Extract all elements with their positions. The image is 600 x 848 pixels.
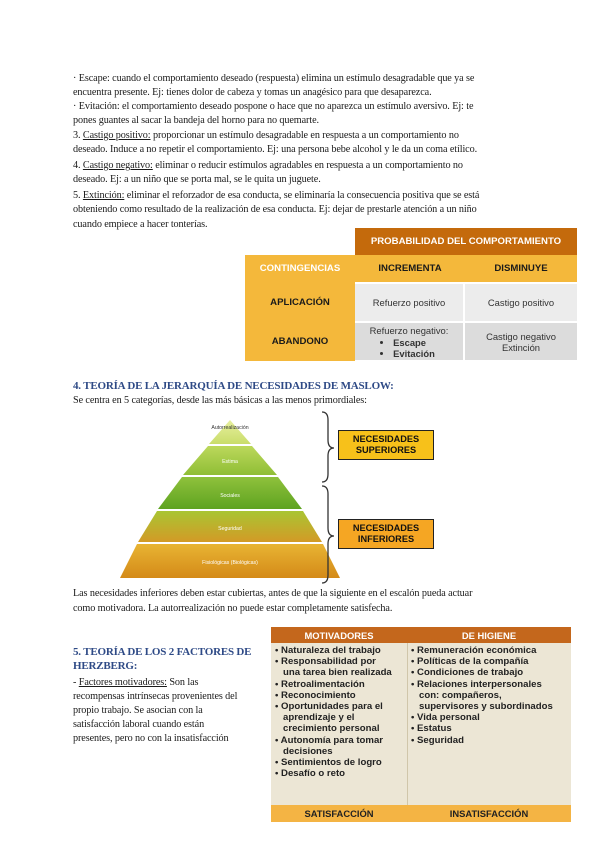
higiene-item: • Seguridad <box>411 735 553 746</box>
maslow-note-line-2: como motivadora. La autorrealización no puede estar completamente satisfecha. <box>73 603 393 614</box>
item-castigo-negativo-cont: deseado. Ej: a un niño que se porta mal, se le quita un juguete. <box>73 174 321 185</box>
castigo-negativo-label: Castigo negativo <box>486 330 556 342</box>
higiene-list <box>411 645 553 746</box>
higiene-item: • Remuneración económica <box>411 645 553 656</box>
inferiores-line-1: NECESIDADES <box>352 523 420 533</box>
level-label-autorrealizacion: Autorrealización <box>211 425 249 431</box>
evitacion-line-1: · Evitación: el comportamiento deseado pospone o hace que no aparezca un estímulo aversivo. Ej: te <box>73 101 474 112</box>
motivadores-list <box>275 645 392 779</box>
motivador-item: • Oportunidades para el aprendizaje y el crecimiento personal <box>275 701 392 735</box>
motivador-item: • Desafío o reto <box>275 768 392 779</box>
herzberg-title-line-2: HERZBERG: <box>73 660 138 672</box>
column-divider <box>407 643 408 805</box>
evitacion-line-2: pones guantes al sacar la bandeja del horno para no quemarte. <box>73 115 319 126</box>
escape-item: • Escape <box>393 337 435 348</box>
escape-line-1: · Escape: cuando el comportamiento deseado (respuesta) elimina un estímulo desagradable que ya se <box>73 73 475 84</box>
herzberg-title-line-1: 5. TEORÍA DE LOS 2 FACTORES DE <box>73 646 252 658</box>
row-abandono: ABANDONO <box>245 322 355 361</box>
item-castigo-negativo: 4. Castigo negativo: eliminar o reducir estímulos agradables en respuesta a un comportamiento no <box>73 160 463 171</box>
higiene-item: • Políticas de la compañía <box>411 656 553 667</box>
higiene-header: DE HIGIENE <box>407 627 571 643</box>
motivador-item: • Autonomía para tomar decisiones <box>275 735 392 757</box>
maslow-intro: Se centra en 5 categorías, desde las más básicas a las menos primordiales: <box>73 395 367 406</box>
motivador-item: • Naturaleza del trabajo <box>275 645 392 656</box>
maslow-note-line-1: Las necesidades inferiores deben estar cubiertas, antes de que la siguiente en el escalón pueda actuar <box>73 588 473 599</box>
refuerzo-negativo-label: Refuerzo negativo: <box>369 324 449 336</box>
herzberg-desc-line-4: satisfacción laboral cuando están <box>73 719 205 730</box>
herzberg-table <box>271 627 571 822</box>
herzberg-desc-line-2: recompensas intrínsecas provenientes del <box>73 691 238 702</box>
cell-refuerzo-negativo <box>355 323 463 360</box>
higiene-item: • Estatus <box>411 723 553 734</box>
higiene-item: • Condiciones de trabajo <box>411 667 553 678</box>
motivador-item: • Retroalimentación <box>275 679 392 690</box>
maslow-title: 4. TEORÍA DE LA JERARQUÍA DE NECESIDADES DE MASLOW: <box>73 380 394 392</box>
evitacion-item: • Evitación <box>393 348 435 359</box>
motivadores-header: MOTIVADORES <box>271 627 407 643</box>
col-incrementa: INCREMENTA <box>355 255 465 282</box>
motivador-item: • Reconocimiento <box>275 690 392 701</box>
col-disminuye: DISMINUYE <box>465 255 577 282</box>
necesidades-inferiores-box <box>338 519 434 549</box>
higiene-item: • Vida personal <box>411 712 553 723</box>
herzberg-desc-line-3: propio trabajo. Se asocian con la <box>73 705 203 716</box>
escape-line-2: encuentra presente. Ej: tienes dolor de cabeza y tomas un anagésico para que desaparezca. <box>73 87 432 98</box>
cell-castigo-negativo <box>465 323 577 360</box>
extincion-label: Extinción <box>501 341 541 353</box>
item-extincion-cont: obteniendo como resultado de la realización de esa conducta. Ej: dejar de prestarle atención a un niño <box>73 204 477 215</box>
necesidades-superiores-box <box>338 430 434 460</box>
motivador-item: • Sentimientos de logro <box>275 757 392 768</box>
col-contingencias: CONTINGENCIAS <box>245 255 355 282</box>
superiores-line-2: SUPERIORES <box>355 445 417 455</box>
pyramid-level-autorrealizacion <box>209 420 251 444</box>
item-castigo-positivo: 3. Castigo positivo: proporcionar un estímulo desagradable en respuesta a un comportamiento no <box>73 130 459 141</box>
prob-header: PROBABILIDAD DEL COMPORTAMIENTO <box>355 228 577 255</box>
item-extincion: 5. Extinción: eliminar el reforzador de esa conducta, se eliminaría la consecuencia positiva que se está <box>73 190 480 201</box>
motivador-item: • Responsabilidad por una tarea bien realizada <box>275 656 392 678</box>
level-label-sociales: Sociales <box>220 493 240 499</box>
cell-refuerzo-positivo: Refuerzo positivo <box>355 284 463 321</box>
higiene-item: • Relaciones interpersonales con: compañeros, supervisores y subordinados <box>411 679 553 713</box>
item-castigo-positivo-cont: deseado. Induce a no repetir el comportamiento. Ej: una persona bebe alcohol y le da un coma etílico. <box>73 144 478 155</box>
inferiores-line-2: INFERIORES <box>357 534 415 544</box>
herzberg-desc-line-1: - Factores motivadores: Son las <box>73 677 199 688</box>
row-aplicacion: APLICACIÓN <box>245 282 355 322</box>
contingency-table <box>245 228 577 361</box>
pyramid-brackets <box>318 410 338 585</box>
level-label-fisiologicas: Fisiológicas (Biológicas) <box>202 560 258 566</box>
level-label-seguridad: Seguridad <box>218 526 242 532</box>
satisfaccion-footer: SATISFACCIÓN <box>271 805 407 822</box>
superiores-line-1: NECESIDADES <box>352 434 420 444</box>
cell-castigo-positivo: Castigo positivo <box>465 284 577 321</box>
item-extincion-cont2: cuando empiece a hacer tonterías. <box>73 219 208 230</box>
level-label-estima: Estima <box>222 459 238 465</box>
herzberg-desc-line-5: presentes, pero no con la insatisfacción <box>73 733 229 744</box>
insatisfaccion-footer: INSATISFACCIÓN <box>407 805 571 822</box>
